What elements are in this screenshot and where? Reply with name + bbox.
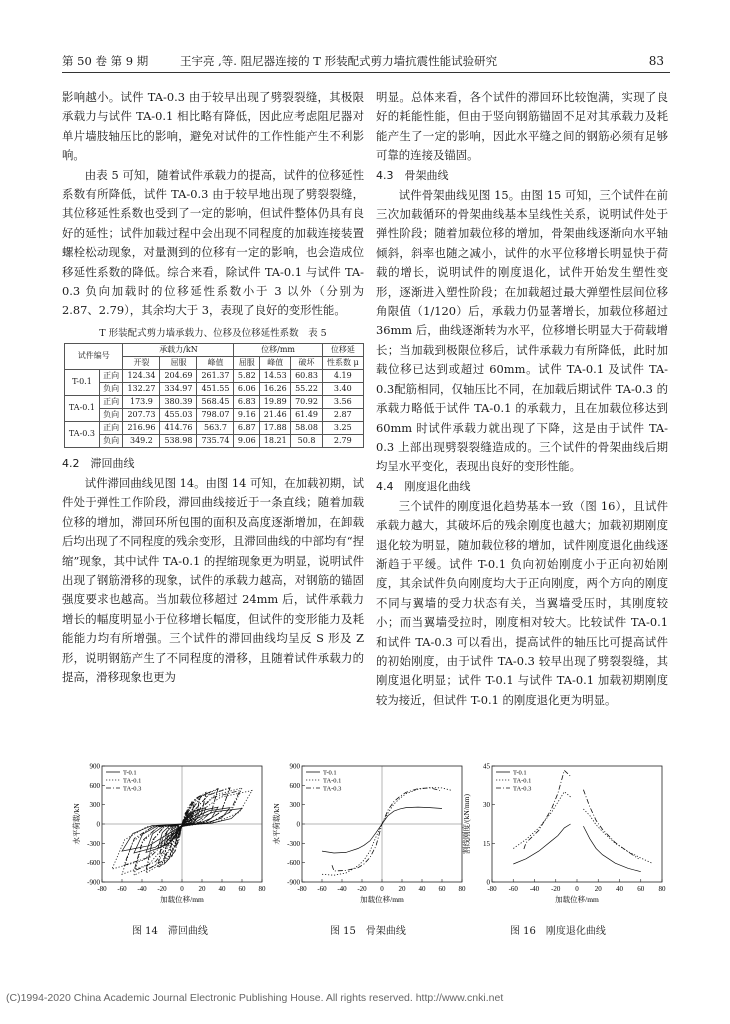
x-tick-label: 0 xyxy=(380,885,384,893)
y-axis-label: 割线刚度/(kN/mm) xyxy=(462,794,471,854)
x-tick-label: -60 xyxy=(317,885,327,893)
x-tick-label: 0 xyxy=(180,885,184,893)
legend-label: T-0.1 xyxy=(323,769,337,777)
table-cell: 349.2 xyxy=(123,434,160,447)
x-tick-label: 60 xyxy=(238,885,246,893)
legend-label: TA-0.3 xyxy=(513,785,532,793)
hysteresis-chart xyxy=(70,760,270,910)
table-cell: 563.7 xyxy=(197,421,234,434)
table-cell: TA-0.3 xyxy=(65,421,100,447)
y-tick-label: -300 xyxy=(87,839,100,848)
table-cell: 14.53 xyxy=(260,369,291,382)
table-cell: 735.74 xyxy=(197,434,234,447)
running-title: 王宇亮 ,等. 阻尼器连接的 T 形装配式剪力墙抗震性能试验研究 xyxy=(180,54,498,68)
y-tick-label: 0 xyxy=(296,820,300,829)
table-header: 承载力/kN xyxy=(123,343,234,356)
y-tick-label: 0 xyxy=(96,820,100,829)
paragraph: 影响越小。试件 TA-0.3 由于较早出现了劈裂裂缝，其极限承载力与试件 TA-0.1 相比略有降低，因此应考虑阻尼器对单片墙肢轴压比的影响，避免对试件的工作性能产生不利影响。 xyxy=(62,90,364,163)
table-row xyxy=(65,434,364,447)
table-caption: T 形装配式剪力墙承载力、位移及位移延性系数 表 5 xyxy=(99,327,327,339)
table-cell: 173.9 xyxy=(123,395,160,408)
table-cell: 261.37 xyxy=(197,369,234,382)
table-cell: 380.39 xyxy=(160,395,197,408)
stiffness-chart xyxy=(460,760,670,910)
section-heading: 4.3 骨架曲线 xyxy=(376,168,449,182)
y-tick-label: -900 xyxy=(287,878,300,887)
page-number: 83 xyxy=(648,54,664,68)
data-table xyxy=(64,343,364,448)
paragraph: 试件滞回曲线见图 14。由图 14 可知，在加载初期，试件处于弹性工作阶段，滞回曲线接近于一条直线；随着加载位移的增加，滞回环所包围的面积及高度逐渐增加，在卸载后均出现了不同程度的残余变形，且滞回曲线的中部均有“捏缩”现象，其中试件 TA-0.1 的捏缩现象更为明显，说明试件出现了钢筋滑移的现象，试件的承载力越高，对钢筋的锚固强度要求也越高。当加载位移超过 24mm 后，试件承载力增长的幅度明显小于位移增长幅度，但试件的变形能力及耗能能力均有所增强。三个试件的滞回曲线均呈反 S 形及 Z 形，说明钢筋产生了不同程度的滑移，且随着试件承载力的提高，滑移现象也更为 xyxy=(62,475,364,684)
table-cell: 124.34 xyxy=(123,369,160,382)
y-tick-label: 15 xyxy=(483,839,490,848)
table-cell: TA-0.1 xyxy=(65,395,100,421)
x-tick-label: 40 xyxy=(218,885,226,893)
x-tick-label: -20 xyxy=(357,885,367,893)
table-cell: 538.98 xyxy=(160,434,197,447)
x-tick-label: -40 xyxy=(529,885,540,893)
table-cell: 21.46 xyxy=(260,408,291,421)
x-tick-label: -20 xyxy=(551,885,561,893)
paragraph: 明显。总体来看，各个试件的滞回环比较饱满，实现了良好的耗能性能，但由于竖向钢筋锚固不足对其承载力及耗能产生了一定的影响，因此水平缝之间的钢筋必须有足够可靠的连接及锚固。 xyxy=(376,90,668,163)
figure-caption: 图 16 刚度退化曲线 xyxy=(510,926,606,937)
table-cell: 9.16 xyxy=(234,408,260,421)
table-header-row xyxy=(65,343,364,356)
table-cell: 4.19 xyxy=(322,369,363,382)
table-header: 屈服 xyxy=(160,356,197,369)
x-tick-label: 80 xyxy=(258,885,266,893)
x-tick-label: 40 xyxy=(616,885,623,893)
table-header: 开裂 xyxy=(123,356,160,369)
y-tick-label: 0 xyxy=(486,878,490,887)
table-cell: 9.06 xyxy=(234,434,260,447)
x-tick-label: 20 xyxy=(198,885,206,893)
legend-label: T-0.1 xyxy=(513,769,527,777)
table-cell: 216.96 xyxy=(123,421,160,434)
table-cell: 负向 xyxy=(99,408,123,421)
table-header: 峰值 xyxy=(260,356,291,369)
table-cell: 3.56 xyxy=(322,395,363,408)
section-heading: 4.2 滞回曲线 xyxy=(62,456,135,470)
legend-label: T-0.1 xyxy=(123,769,137,777)
series-line-ta-03 xyxy=(332,788,440,871)
y-tick-label: 30 xyxy=(483,801,490,810)
table-cell: 451.55 xyxy=(197,382,234,395)
table-cell: 798.07 xyxy=(197,408,234,421)
x-tick-label: -20 xyxy=(157,885,167,893)
y-tick-label: 45 xyxy=(483,762,490,771)
table-cell: 55.22 xyxy=(291,382,322,395)
figure-caption: 图 15 骨架曲线 xyxy=(330,926,406,937)
table-cell: 正向 xyxy=(99,421,123,434)
paragraph: 由表 5 可知，随着试件承载力的提高，试件的位移延性系数有所降低，试件 TA-0.3 由于较早地出现了劈裂裂缝，其位移延性系数也受到了一定的影响，但试件整体仍具有良好的延性；试件加载过程中会出现不同程度的加载连接装置螺栓松动现象，对量测到的位移有一定的影响，也会造成位移延性系数的降低。综合来看，除试件 TA-0.1 与试件 TA-0.3 负向加载时的位移延性系数小于 3 以外（分别为 2.87、2.79），其余均大于 3，表现了良好的变形性能。 xyxy=(62,167,364,318)
x-tick-label: 80 xyxy=(458,885,466,893)
y-tick-label: 300 xyxy=(289,801,300,810)
right-column xyxy=(376,88,668,710)
page-header xyxy=(62,50,670,73)
x-tick-label: -80 xyxy=(297,885,307,893)
y-axis-label: 水平荷载/kN xyxy=(272,803,281,845)
x-tick-label: 20 xyxy=(398,885,406,893)
figure-15 xyxy=(270,760,470,910)
x-tick-label: 20 xyxy=(594,885,602,893)
table-cell: 2.87 xyxy=(322,408,363,421)
table-cell: 正向 xyxy=(99,395,123,408)
legend-label: TA-0.1 xyxy=(123,777,142,785)
table-cell: 414.76 xyxy=(160,421,197,434)
table-header: 屈服 xyxy=(234,356,260,369)
table-cell: 204.69 xyxy=(160,369,197,382)
table-cell: 19.89 xyxy=(260,395,291,408)
table-row xyxy=(65,421,364,434)
table-cell: 3.40 xyxy=(322,382,363,395)
table-cell: 18.21 xyxy=(260,434,291,447)
legend-label: TA-0.3 xyxy=(323,785,342,793)
figure-16 xyxy=(460,760,670,910)
legend-label: TA-0.1 xyxy=(513,777,532,785)
y-tick-label: 900 xyxy=(89,762,100,771)
table-cell: 60.83 xyxy=(291,369,322,382)
y-tick-label: -900 xyxy=(87,878,100,887)
table-cell: 132.27 xyxy=(123,382,160,395)
y-tick-label: 600 xyxy=(89,781,100,790)
legend-label: TA-0.3 xyxy=(123,785,142,793)
y-tick-label: 900 xyxy=(289,762,300,771)
x-tick-label: 80 xyxy=(658,885,666,893)
section-heading: 4.4 刚度退化曲线 xyxy=(376,479,471,493)
table-cell: 17.88 xyxy=(260,421,291,434)
x-tick-label: -40 xyxy=(137,885,147,893)
x-axis-label: 加载位移/mm xyxy=(555,895,599,904)
y-axis-label: 水平荷载/kN xyxy=(72,803,81,845)
table-cell: 334.97 xyxy=(160,382,197,395)
x-tick-label: -60 xyxy=(508,885,518,893)
table-cell: 6.83 xyxy=(234,395,260,408)
figure-14 xyxy=(70,760,270,910)
paragraph: 三个试件的刚度退化趋势基本一致（图 16），且试件承载力越大，其破坏后的残余刚度也越大；加载初期刚度退化较为明显，随加载位移的增加，试件刚度退化曲线逐渐趋于平缓。试件 T-0.1 负向初始刚度小于正向初始刚度，其余试件负向刚度均大于正向刚度，两个方向的刚度不同与翼墙的受力状态有关，当翼墙受压时，其刚度较小；而当翼墙受拉时，刚度相对较大。比较试件 TA-0.1 和试件 TA-0.3 可以看出，提高试件的轴压比可提高试件的初始刚度，由于试件 TA-0.3 较早出现了劈裂裂缝，其刚度退化明显；试件 T-0.1 与试件 TA-0.1 加载初期刚度较为接近，但试件 T-0.1 的刚度退化更为明显。 xyxy=(376,498,668,707)
table-row xyxy=(65,382,364,395)
table-cell: 3.25 xyxy=(322,421,363,434)
table-cell: 负向 xyxy=(99,434,123,447)
y-tick-label: -300 xyxy=(287,839,300,848)
table-header: 峰值 xyxy=(197,356,234,369)
series-line-ta-01 xyxy=(513,792,651,863)
x-tick-label: -80 xyxy=(487,885,497,893)
table-row xyxy=(65,408,364,421)
table-cell: 568.45 xyxy=(197,395,234,408)
table-cell: 2.79 xyxy=(322,434,363,447)
table-cell: 58.08 xyxy=(291,421,322,434)
table-row xyxy=(65,395,364,408)
table-cell: T-0.1 xyxy=(65,369,100,395)
table-cell: 70.92 xyxy=(291,395,322,408)
table-row xyxy=(65,369,364,382)
copyright-footer: (C)1994-2020 China Academic Journal Electronic Publishing House. All rights reserved. http://www.cnki.net xyxy=(6,992,504,1004)
table-cell: 正向 xyxy=(99,369,123,382)
x-tick-label: -80 xyxy=(97,885,107,893)
journal-volume: 第 50 卷 第 9 期 xyxy=(62,54,149,68)
table-cell: 50.8 xyxy=(291,434,322,447)
series-line-ta-01 xyxy=(322,785,452,876)
figure-caption: 图 14 滞回曲线 xyxy=(132,926,208,937)
table-cell: 6.87 xyxy=(234,421,260,434)
table-cell: 16.26 xyxy=(260,382,291,395)
table-header: 破坏 xyxy=(291,356,322,369)
x-tick-label: -60 xyxy=(117,885,127,893)
x-tick-label: 0 xyxy=(575,885,579,893)
table-header: 位移/mm xyxy=(234,343,322,356)
table-cell: 负向 xyxy=(99,382,123,395)
y-tick-label: 600 xyxy=(289,781,300,790)
table-cell: 5.82 xyxy=(234,369,260,382)
x-axis-label: 加载位移/mm xyxy=(160,895,204,904)
x-tick-label: 40 xyxy=(418,885,426,893)
legend-label: TA-0.1 xyxy=(323,777,342,785)
y-tick-label: -600 xyxy=(87,859,100,868)
y-tick-label: -600 xyxy=(287,859,300,868)
y-tick-label: 300 xyxy=(89,801,100,810)
paragraph: 试件骨架曲线见图 15。由图 15 可知，三个试件在前三次加载循环的骨架曲线基本呈线性关系，说明试件处于弹性阶段；随着加载位移的增加，骨架曲线逐渐向水平轴倾斜，斜率也随之减小，试件的水平位移增长明显快于荷载的增长，说明试件的刚度退化，试件开始发生塑性变形，逐渐进入塑性阶段；在加载超过最大弹塑性层间位移角限值（1/120）后，承载力仍显著增长，加载位移超过 36mm 后，曲线逐渐转为水平，位移增长明显大于荷载增长；当加载到极限位移后，试件承载力有所降低，此时加载位移已达到或超过 60mm。试件 TA-0.1 及试件 TA-0.3配筋相同，仅轴压比不同，在加载后期试件 TA-0.3 的承载力略低于试件 TA-0.1 的承载力，且在加载位移达到 60mm 时试件承载力就出现了下降，这是由于试件 TA-0.3 上部出现劈裂裂缝造成的。三个试件的骨架曲线后期均呈水平变化，表现出良好的变形性能。 xyxy=(376,187,668,474)
table-cell: 455.03 xyxy=(160,408,197,421)
table-cell: 61.49 xyxy=(291,408,322,421)
series-line-ta-03 xyxy=(524,770,639,858)
table-cell: 207.73 xyxy=(123,408,160,421)
table-header: 试件编号 xyxy=(65,343,123,369)
x-tick-label: -40 xyxy=(337,885,347,893)
skeleton-chart xyxy=(270,760,470,910)
table-header: 性系数 μ xyxy=(322,356,363,369)
table-header: 位移延 xyxy=(322,343,363,356)
left-column xyxy=(62,88,364,687)
x-axis-label: 加载位移/mm xyxy=(360,895,404,904)
table-cell: 6.06 xyxy=(234,382,260,395)
x-tick-label: 60 xyxy=(637,885,645,893)
x-tick-label: 60 xyxy=(438,885,446,893)
